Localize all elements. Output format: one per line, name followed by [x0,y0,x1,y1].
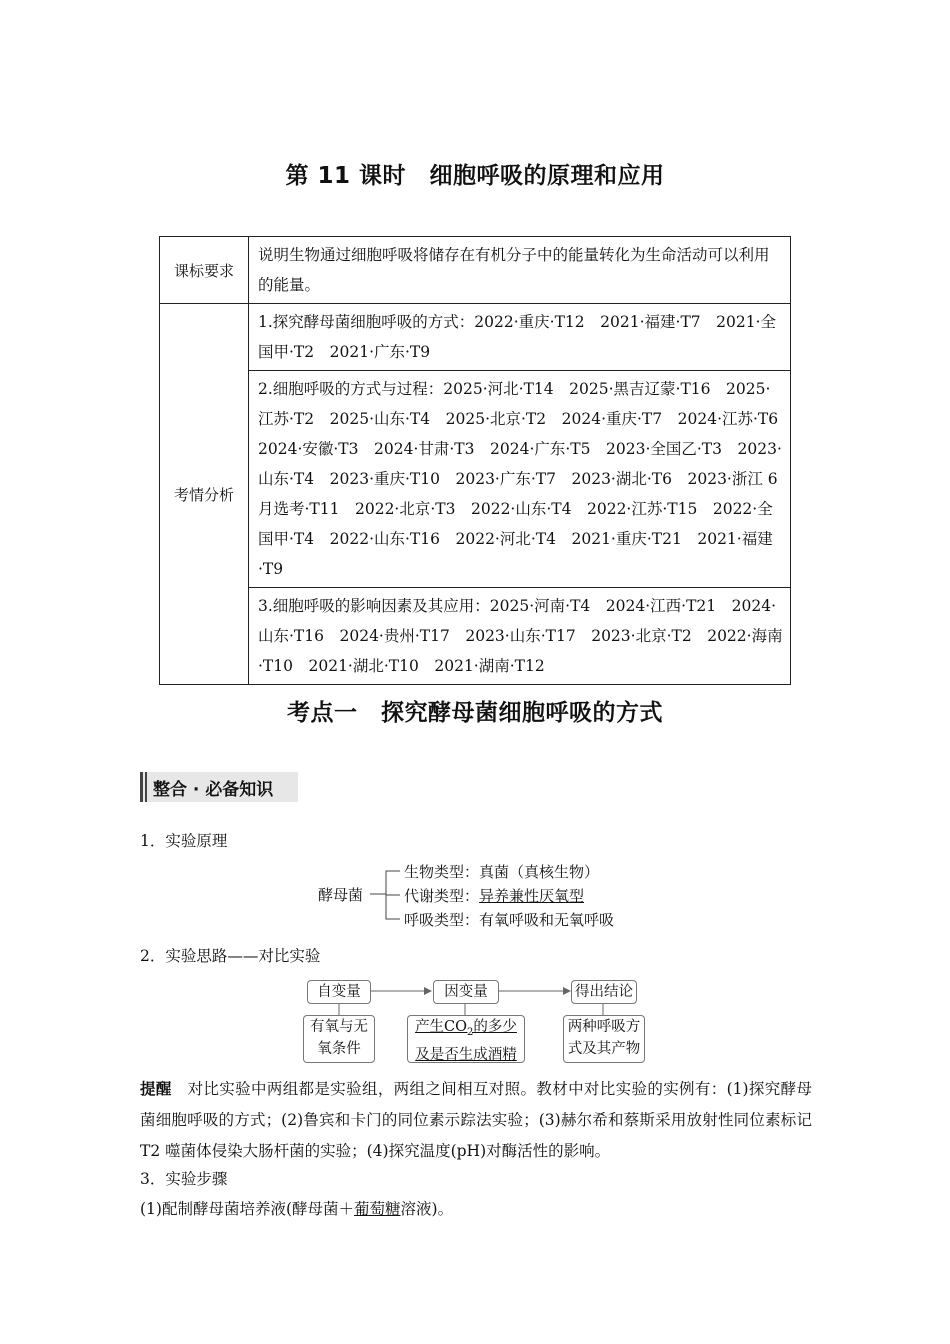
badge-label: 整合 · 必备知识 [153,780,274,800]
badge-bar [145,772,147,802]
table-row [160,237,791,304]
item-heading: 3．实验步骤 [140,1170,228,1188]
flow-box-conclusion: 得出结论 [571,980,637,1004]
flow-box-conditions [303,1015,375,1063]
section-title: 考点一 探究酵母菌细胞呼吸的方式 [287,700,663,726]
flow-box-measures [407,1015,525,1063]
branch-label: 代谢类型： [404,887,480,905]
flow-line: 有氧与无 [310,1019,368,1035]
flow-line: 及是否生成酒精 [415,1046,517,1063]
flow-line [408,1016,524,1044]
table-row [160,304,791,371]
table-row [160,371,791,588]
yeast-diagram [318,857,658,937]
branch-respiration-type [404,909,614,930]
table-cell: 说明生物通过细胞呼吸将储存在有机分子中的能量转化为生命活动可以利用的能量。 [249,237,791,304]
flow-co2-subscript: 2 [467,1026,474,1038]
tip-paragraph [140,1074,812,1167]
flow-box-independent: 自变量 [307,980,371,1004]
step-text [140,1197,453,1219]
flow-line: 式及其产物 [567,1041,641,1057]
item-heading: 2．实验思路——对比实验 [140,947,321,965]
step-text-underlined: 葡萄糖 [354,1200,401,1218]
flow-box-result [563,1015,645,1063]
branch-value: 有氧呼吸和无氧呼吸 [479,911,615,929]
tip-label: 提醒 [140,1080,172,1098]
flow-box-dependent: 因变量 [433,980,499,1004]
flow-line: 氧条件 [317,1041,361,1057]
flow-line: 两种呼吸方 [567,1019,641,1035]
branch-value: 真菌（真核生物） [479,863,600,881]
branch-metabolic-type [404,885,584,906]
lesson-title: 第 11 课时 细胞呼吸的原理和应用 [285,163,665,189]
table-cell: 3.细胞呼吸的影响因素及其应用：2025·河南·T4 2024·江西·T21 2024·山东·T16 2024·贵州·T17 2023·山东·T17 2023·北京·T2 2022·海南·T10 2021·湖北·T10 2021·湖南·T12 [249,588,791,685]
section-badge [140,772,298,802]
branch-value: 异养兼性厌氧型 [479,887,585,905]
branch-label: 生物类型： [404,863,480,881]
branch-bio-type [404,861,599,882]
flow-co2-tail: 的多少 [473,1019,517,1035]
table-header-cell: 课标要求 [160,237,249,304]
requirements-table [159,236,794,685]
flow-co2-text: 产生CO [415,1019,468,1035]
table-row [160,588,791,685]
table-cell: 2.细胞呼吸的方式与过程：2025·河北·T14 2025·黑吉辽蒙·T16 2025·江苏·T2 2025·山东·T4 2025·北京·T2 2024·重庆·T7 2024·江苏·T6 2024·安徽·T3 2024·甘肃·T3 2024·广东·T5 2023·全国乙·T3 2023·山东·T4 2023·重庆·T10 2023·广东·T7 2023·湖北·T6 2023·浙江 6 月选考·T11 2022·北京·T3 2022·山东·T4 2022·江苏·T15 2022·全国甲·T4 2022·山东·T16 2022·河北·T4 2021·重庆·T21 2021·福建·T9 [249,371,791,588]
yeast-root-label: 酵母菌 [318,886,364,904]
table-cell: 1.探究酵母菌细胞呼吸的方式：2022·重庆·T12 2021·福建·T7 2021·全国甲·T2 2021·广东·T9 [249,304,791,371]
table-header-cell: 考情分析 [160,304,249,685]
tip-text: 对比实验中两组都是实验组，两组之间相互对照。教材中对比实验的实例有：(1)探究酵母菌细胞呼吸的方式；(2)鲁宾和卡门的同位素示踪法实验；(3)赫尔希和蔡斯采用放射性同位素标记 T2 噬菌体侵染大肠杆菌的实验；(4)探究温度(pH)对酶活性的影响。 [140,1080,812,1160]
step-text-a: (1)配制酵母菌培养液(酵母菌＋ [140,1200,355,1218]
branch-label: 呼吸类型： [404,911,480,929]
step-text-b: 溶液)。 [400,1200,454,1218]
badge-bar [140,772,143,802]
flow-diagram [300,978,660,1064]
item-heading: 1．实验原理 [140,832,228,850]
